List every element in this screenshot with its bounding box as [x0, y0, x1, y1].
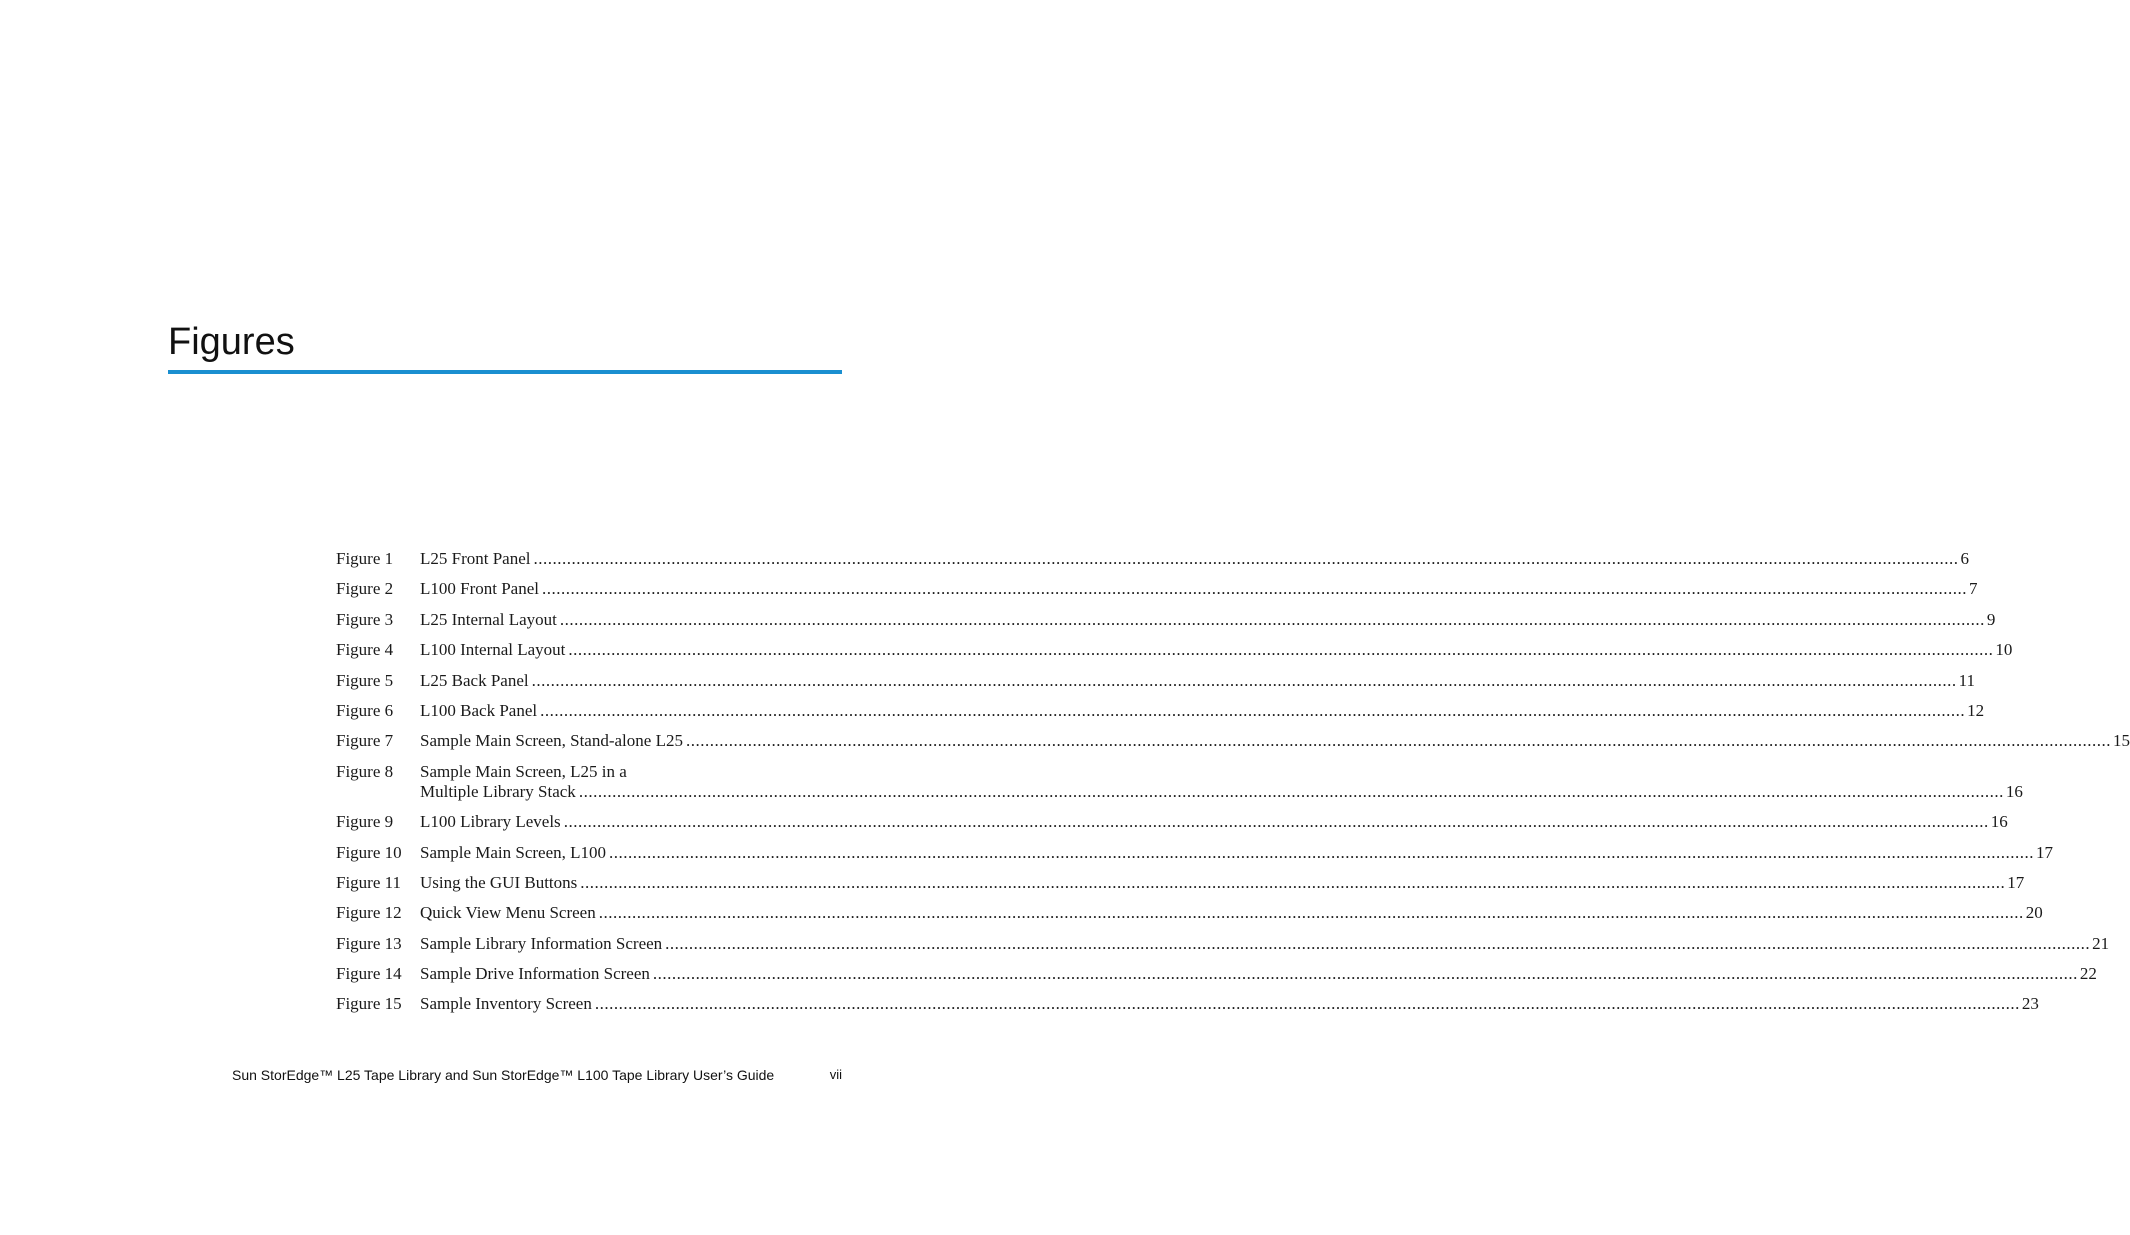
- figure-label: Figure 10: [336, 842, 402, 862]
- toc-entry[interactable]: [336, 579, 1978, 599]
- toc-entry[interactable]: [336, 842, 2054, 863]
- dot-leader: ............................................................................................................................................................................................................................................................................................................: [531, 670, 1957, 690]
- figure-label: Figure 4: [336, 640, 394, 660]
- figure-title: [420, 640, 2013, 660]
- figure-title-text: L25 Internal Layout: [420, 609, 557, 629]
- page-number: 21: [2092, 933, 2110, 953]
- figure-title: [420, 903, 2043, 923]
- figure-label: Figure 12: [336, 903, 402, 923]
- toc-entry[interactable]: [336, 812, 2008, 832]
- figure-title: [420, 964, 2097, 984]
- figure-title: [420, 933, 2110, 954]
- dot-leader: ............................................................................................................................................................................................................................................................................................................: [580, 872, 2006, 892]
- figure-label: Figure 9: [336, 812, 394, 832]
- toc-entry[interactable]: [336, 700, 1985, 721]
- page-number: 6: [1960, 549, 1969, 568]
- figure-title-text: Quick View Menu Screen: [420, 903, 596, 923]
- toc-entry[interactable]: [336, 549, 1969, 569]
- dot-leader: ............................................................................................................................................................................................................................................................................................................: [542, 579, 1967, 599]
- toc-entry[interactable]: [336, 731, 2130, 751]
- figure-label: Figure 11: [336, 872, 402, 892]
- figure-title: [420, 761, 2023, 802]
- figure-title: [420, 731, 2130, 751]
- toc-entry[interactable]: [336, 994, 2039, 1014]
- page-title: Figures: [168, 321, 295, 363]
- dot-leader: ............................................................................................................................................................................................................................................................................................................: [563, 812, 1989, 832]
- toc-entry[interactable]: [336, 933, 2110, 954]
- figure-title-text: Sample Inventory Screen: [420, 994, 592, 1014]
- page-number: 20: [2025, 903, 2043, 923]
- figure-title: [420, 872, 2025, 893]
- dot-leader: ............................................................................................................................................................................................................................................................................................................: [652, 964, 2078, 984]
- page-number: 9: [1986, 609, 1996, 629]
- title-rule: [168, 370, 842, 374]
- figure-title-text: L100 Back Panel: [420, 700, 538, 720]
- dot-leader: ............................................................................................................................................................................................................................................................................................................: [568, 640, 1994, 660]
- toc-entry[interactable]: [336, 872, 2025, 893]
- figures-list: [336, 549, 2130, 1025]
- figure-label: Figure 7: [336, 731, 394, 751]
- toc-entry[interactable]: [336, 761, 2023, 802]
- page-number: 10: [1995, 640, 2013, 660]
- footer-title: Sun StorEdge™ L25 Tape Library and Sun StorEdge™ L100 Tape Library User’s Guide: [232, 1067, 775, 1083]
- dot-leader: ............................................................................................................................................................................................................................................................................................................: [540, 700, 1966, 720]
- figure-title: [420, 549, 1969, 569]
- figure-label: Figure 8: [336, 761, 394, 781]
- figure-title-text: L100 Library Levels: [420, 812, 561, 832]
- dot-leader: ............................................................................................................................................................................................................................................................................................................: [609, 842, 2035, 862]
- figure-title: [420, 700, 1985, 721]
- figure-title-text: Multiple Library Stack: [420, 781, 576, 801]
- page-number: 15: [2112, 731, 2130, 751]
- page-number: 23: [2021, 994, 2039, 1014]
- figure-title-text: Sample Main Screen, L100: [420, 842, 607, 862]
- dot-leader: ............................................................................................................................................................................................................................................................................................................: [685, 731, 2111, 751]
- dot-leader: ............................................................................................................................................................................................................................................................................................................: [533, 549, 1959, 568]
- page-number: 16: [1990, 812, 2008, 832]
- figure-title-text: Sample Main Screen, Stand-alone L25: [420, 731, 683, 751]
- figure-title: [420, 579, 1978, 599]
- figure-label: Figure 2: [336, 579, 394, 599]
- toc-entry[interactable]: [336, 609, 1996, 630]
- figure-title: [420, 670, 1975, 691]
- dot-leader: ............................................................................................................................................................................................................................................................................................................: [598, 903, 2024, 923]
- figure-label: Figure 5: [336, 670, 394, 690]
- figure-label: Figure 3: [336, 609, 394, 629]
- figure-title-text: Sample Main Screen, L25 in a: [420, 761, 627, 781]
- page-number: 7: [1969, 579, 1978, 599]
- dot-leader: ............................................................................................................................................................................................................................................................................................................: [559, 609, 1985, 629]
- figure-title-text: L100 Internal Layout: [420, 640, 566, 660]
- page-number: 22: [2079, 964, 2097, 984]
- toc-entry[interactable]: [336, 640, 2013, 660]
- figure-title-text: L25 Back Panel: [420, 670, 529, 690]
- page-number: 17: [2007, 872, 2025, 892]
- toc-entry[interactable]: [336, 964, 2097, 984]
- figure-label: Figure 15: [336, 994, 402, 1014]
- dot-leader: ............................................................................................................................................................................................................................................................................................................: [665, 933, 2091, 953]
- figure-title-text: Sample Library Information Screen: [420, 933, 663, 953]
- figure-title: [420, 609, 1996, 630]
- figure-title: [420, 842, 2054, 863]
- figure-title: [420, 812, 2008, 832]
- figure-title-text: Using the GUI Buttons: [420, 872, 578, 892]
- page-number: 12: [1967, 700, 1985, 720]
- footer-page-number: vii: [829, 1067, 842, 1082]
- dot-leader: ............................................................................................................................................................................................................................................................................................................: [594, 994, 2020, 1014]
- dot-leader: ............................................................................................................................................................................................................................................................................................................: [578, 781, 2004, 801]
- figure-title: [420, 994, 2039, 1014]
- toc-entry[interactable]: [336, 670, 1975, 691]
- figure-label: Figure 6: [336, 700, 394, 720]
- figure-label: Figure 13: [336, 933, 402, 953]
- figure-title-text: L25 Front Panel: [420, 549, 531, 568]
- page-number: 17: [2036, 842, 2054, 862]
- figure-label: Figure 14: [336, 964, 402, 984]
- page-number: 16: [2005, 781, 2023, 801]
- page-number: 11: [1958, 670, 1975, 690]
- figure-label: Figure 1: [336, 549, 394, 568]
- figure-title-text: Sample Drive Information Screen: [420, 964, 650, 984]
- toc-entry[interactable]: [336, 903, 2043, 923]
- figure-title-text: L100 Front Panel: [420, 579, 539, 599]
